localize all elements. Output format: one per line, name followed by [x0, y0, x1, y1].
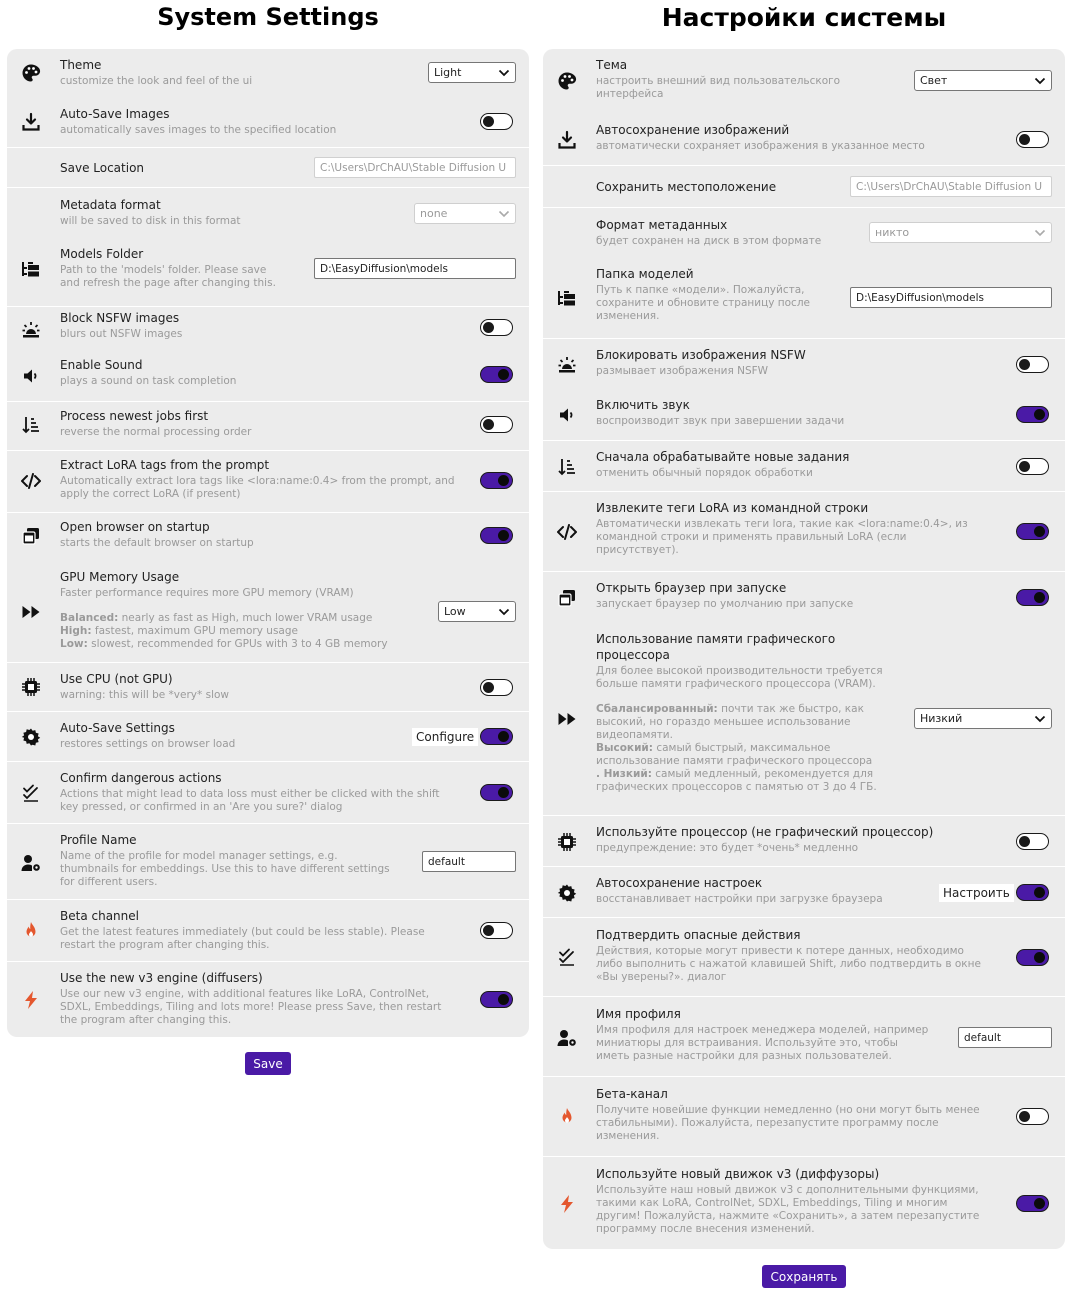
chevron-down-icon — [1034, 77, 1046, 85]
autosave-settings-toggle[interactable] — [480, 728, 513, 745]
setting-theme — [7, 49, 529, 98]
settings-panel — [543, 49, 1065, 1249]
code-icon — [556, 521, 578, 543]
double-check-icon — [20, 782, 42, 804]
confirm-dangerous-toggle[interactable] — [1016, 949, 1049, 966]
enable-sound-toggle[interactable] — [480, 366, 513, 383]
setting-beta-channel — [543, 1076, 1065, 1156]
metadata-format-select[interactable] — [869, 222, 1052, 243]
setting-metadata-format — [7, 187, 529, 244]
user-gear-icon — [20, 852, 42, 874]
gear-icon — [556, 882, 578, 904]
setting-title: Тема — [596, 58, 628, 72]
metadata-format-select[interactable] — [414, 203, 516, 224]
setting-title: Profile Name — [60, 833, 137, 847]
desc-line: сохраните и обновите страницу после — [596, 297, 810, 309]
setting-title: Формат метаданных — [596, 218, 728, 232]
desc-line: больше памяти графического процессора (VRAM). — [596, 678, 876, 690]
v3-engine-toggle[interactable] — [480, 991, 513, 1008]
setting-title: Save Location — [60, 161, 145, 175]
setting-models-folder — [543, 257, 1065, 338]
setting-title: Открыть браузер при запуске — [596, 581, 787, 595]
setting-desc: reverse the normal processing order — [60, 426, 252, 438]
gpu-memory-select-value: Низкий — [920, 712, 963, 725]
speaker-icon — [20, 365, 42, 387]
setting-title: Use CPU (not GPU) — [60, 672, 173, 686]
setting-desc — [60, 988, 441, 1027]
setting-title: Block NSFW images — [60, 311, 180, 325]
palette-icon — [20, 62, 42, 84]
settings-column-ru — [543, 0, 1065, 1284]
fast-forward-icon — [556, 708, 578, 730]
note-high: High: fastest, maximum GPU memory usage — [60, 625, 298, 637]
desc-line: изменения. — [596, 1130, 660, 1142]
chevron-down-icon — [1034, 715, 1046, 723]
gpu-memory-notes — [596, 703, 883, 794]
setting-open-browser — [543, 571, 1065, 622]
double-check-icon — [556, 946, 578, 968]
desc-line: SDXL, Embeddings, Tiling and lots more! Please press Save, then restart — [60, 1001, 442, 1013]
desc-line: Используйте наш новый движок v3 с дополнительными функциями, — [596, 1184, 979, 1196]
setting-desc — [596, 1024, 928, 1063]
setting-title: Сохранить местоположение — [596, 180, 777, 194]
speaker-icon — [556, 404, 578, 426]
setting-title: Включить звук — [596, 398, 690, 412]
setting-autosave-settings — [543, 866, 1065, 917]
setting-desc — [596, 75, 840, 101]
configure-button[interactable]: Настроить — [939, 884, 1014, 902]
newest-first-toggle[interactable] — [480, 416, 513, 433]
desc-line: key pressed, or confirmed in an 'Are you sure?' dialog — [60, 801, 343, 813]
lora-tags-toggle[interactable] — [1016, 523, 1049, 540]
theme-select[interactable] — [914, 70, 1052, 91]
setting-profile-name — [7, 823, 529, 899]
setting-save-location — [543, 165, 1065, 207]
setting-enable-sound — [7, 355, 529, 401]
setting-title: Models Folder — [60, 247, 144, 261]
setting-title: Автосохранение настроек — [596, 876, 763, 890]
setting-desc: будет сохранен на диск в этом формате — [596, 235, 822, 247]
setting-title: Имя профиля — [596, 1007, 681, 1021]
folder-tree-icon — [20, 258, 42, 280]
desc-line: присутствует). — [596, 544, 679, 556]
title-line: процессора — [596, 648, 670, 662]
v3-engine-toggle[interactable] — [1016, 1195, 1049, 1212]
setting-desc — [60, 475, 455, 501]
setting-desc: automatically saves images to the specified location — [60, 124, 337, 136]
desc-line: другим! Пожалуйста, нажмите «Сохранить», а затем перезапустите — [596, 1210, 980, 1222]
save-button[interactable]: Save — [245, 1052, 291, 1075]
gear-icon — [20, 726, 42, 748]
use-cpu-toggle[interactable] — [480, 679, 513, 696]
sort-icon — [556, 456, 578, 478]
fire-icon — [20, 920, 42, 942]
setting-desc: отменить обычный порядок обработки — [596, 467, 813, 479]
setting-title: Extract LoRA tags from the prompt — [60, 458, 270, 472]
setting-title: Use the new v3 engine (diffusers) — [60, 971, 263, 985]
setting-desc — [596, 945, 981, 984]
desc-line: Automatically extract lora tags like <lora:name:0.4> from the prompt, and — [60, 475, 455, 487]
download-icon — [20, 111, 42, 133]
models-folder-input[interactable]: D:\EasyDiffusion\models — [850, 287, 1052, 308]
note-line: высокий, но гораздо меньшее использование — [596, 716, 851, 728]
setting-newest-first — [543, 440, 1065, 491]
title-line: Использование памяти графического — [596, 632, 836, 646]
setting-models-folder — [7, 244, 529, 306]
desc-line: командной строки и применять правильный LoRA (если — [596, 531, 907, 543]
sort-icon — [20, 414, 42, 436]
setting-block-nsfw — [7, 306, 529, 355]
chip-icon — [556, 831, 578, 853]
setting-title: Подтвердить опасные действия — [596, 928, 801, 942]
setting-desc: starts the default browser on startup — [60, 537, 254, 549]
desc-line: for different users. — [60, 876, 158, 888]
setting-open-browser — [7, 512, 529, 561]
setting-title: Auto-Save Settings — [60, 721, 175, 735]
chevron-down-icon — [498, 608, 510, 616]
desc-line: интерфейса — [596, 88, 664, 100]
open-browser-toggle[interactable] — [1016, 589, 1049, 606]
setting-confirm-dangerous — [543, 917, 1065, 996]
setting-autosave-images — [7, 98, 529, 147]
setting-desc: предупреждение: это будет *очень* медленно — [596, 842, 859, 854]
setting-desc: restores settings on browser load — [60, 738, 236, 750]
setting-title: Папка моделей — [596, 267, 694, 281]
theme-select-value: Light — [434, 66, 462, 79]
desc-line: настроить внешний вид пользовательского — [596, 75, 841, 87]
user-gear-icon — [556, 1027, 578, 1049]
configure-button[interactable]: Configure — [412, 728, 478, 746]
setting-lora-tags — [7, 450, 529, 512]
setting-v3-engine — [543, 1156, 1065, 1249]
desc-line: Для более высокой производительности требуется — [596, 665, 883, 677]
note-line: . Низкий: самый медленный, рекомендуется для — [596, 768, 874, 780]
save-location-input[interactable]: C:\Users\DrChAU\Stable Diffusion U — [314, 157, 516, 178]
setting-beta-channel — [7, 899, 529, 961]
desc-line: the program after changing this. — [60, 1014, 232, 1026]
setting-profile-name — [543, 996, 1065, 1076]
setting-confirm-dangerous — [7, 761, 529, 823]
beta-channel-toggle[interactable] — [1016, 1108, 1049, 1125]
setting-lora-tags — [543, 491, 1065, 571]
models-folder-input[interactable]: D:\EasyDiffusion\models — [314, 258, 516, 279]
download-icon — [556, 129, 578, 151]
siren-icon — [556, 354, 578, 376]
profile-name-input[interactable]: default — [958, 1027, 1052, 1048]
theme-select-value: Свет — [920, 74, 948, 87]
setting-desc: customize the look and feel of the ui — [60, 75, 253, 87]
desc-line: Actions that might lead to data loss must either be clicked with the shift — [60, 788, 440, 800]
desc-line: программу после внесения изменений. — [596, 1223, 815, 1235]
setting-desc: воспроизводит звук при завершении задачи — [596, 415, 845, 427]
setting-use-cpu — [7, 662, 529, 711]
desc-line: Действия, которые могут привести к потере данных, необходимо — [596, 945, 964, 957]
folder-tree-icon — [556, 287, 578, 309]
setting-metadata-format — [543, 207, 1065, 257]
setting-title: Metadata format — [60, 198, 161, 212]
desc-line: либо выполнить с нажатой клавишей Shift, либо подтвердить в окне — [596, 958, 981, 970]
use-cpu-toggle[interactable] — [1016, 833, 1049, 850]
page-title: Настройки системы — [661, 2, 947, 32]
desc-line: Имя профиля для настроек менеджера моделей, например — [596, 1024, 929, 1036]
setting-gpu-memory — [543, 622, 1065, 815]
setting-title: Open browser on startup — [60, 520, 210, 534]
desc-line: стабильными). Пожалуйста, перезапустите программу после — [596, 1117, 939, 1129]
setting-desc — [596, 284, 810, 323]
desc-line: «Вы уверены?». диалог — [596, 971, 727, 983]
setting-desc: автоматически сохраняет изображения в указанное место — [596, 140, 925, 152]
page-title: System Settings — [157, 3, 379, 31]
block-nsfw-toggle[interactable] — [1016, 356, 1049, 373]
chevron-down-icon — [1034, 229, 1046, 237]
setting-title: Бета-канал — [596, 1087, 668, 1101]
save-button[interactable]: Сохранять — [762, 1265, 846, 1288]
desc-line: изменения. — [596, 310, 660, 322]
desc-line: and refresh the page after changing this. — [60, 277, 276, 289]
setting-save-location — [7, 147, 529, 187]
desc-line: Path to the 'models' folder. Please save — [60, 264, 267, 276]
desc-line: Name of the profile for model manager settings, e.g. — [60, 850, 338, 862]
palette-icon — [556, 70, 578, 92]
desc-line: Get the latest features immediately (but could be less stable). Please — [60, 926, 425, 938]
setting-desc: warning: this will be *very* slow — [60, 689, 229, 701]
open-browser-toggle[interactable] — [480, 527, 513, 544]
setting-desc — [60, 926, 425, 952]
setting-autosave-images — [543, 112, 1065, 165]
desc-line: Путь к папке «модели». Пожалуйста, — [596, 284, 805, 296]
setting-title — [596, 631, 883, 663]
setting-use-cpu — [543, 815, 1065, 866]
setting-desc — [596, 518, 968, 557]
settings-panel — [7, 49, 529, 1037]
setting-enable-sound — [543, 389, 1065, 440]
note-line: Сбалансированный: почти так же быстро, как — [596, 703, 864, 715]
gpu-memory-select[interactable] — [914, 708, 1052, 729]
theme-select[interactable] — [428, 62, 516, 83]
windows-icon — [20, 525, 42, 547]
setting-desc — [60, 264, 276, 290]
chevron-down-icon — [498, 210, 510, 218]
setting-desc: Faster performance requires more GPU memory (VRAM) — [60, 587, 354, 599]
setting-title: Извлеките теги LoRA из командной строки — [596, 501, 869, 515]
desc-line: иметь разные настройки для разных пользователей. — [596, 1050, 892, 1062]
enable-sound-toggle[interactable] — [1016, 406, 1049, 423]
setting-title: Enable Sound — [60, 358, 143, 372]
gpu-memory-notes — [60, 612, 388, 651]
setting-title: GPU Memory Usage — [60, 570, 180, 584]
beta-channel-toggle[interactable] — [480, 922, 513, 939]
lightning-icon — [20, 989, 42, 1011]
setting-v3-engine — [7, 961, 529, 1037]
setting-theme — [543, 49, 1065, 112]
metadata-select-value: none — [420, 207, 448, 220]
setting-desc — [596, 1104, 980, 1143]
note-balanced: Balanced: nearly as fast as High, much lower VRAM usage — [60, 612, 373, 624]
fire-icon — [556, 1106, 578, 1128]
profile-name-input[interactable]: default — [422, 851, 516, 872]
setting-newest-first — [7, 401, 529, 450]
autosave-settings-toggle[interactable] — [1016, 884, 1049, 901]
setting-desc — [596, 1184, 979, 1236]
setting-title: Theme — [60, 58, 102, 72]
lightning-icon — [556, 1193, 578, 1215]
settings-column-en — [7, 0, 529, 1071]
chevron-down-icon — [498, 69, 510, 77]
block-nsfw-toggle[interactable] — [480, 319, 513, 336]
setting-desc — [60, 850, 390, 889]
setting-title: Process newest jobs first — [60, 409, 209, 423]
siren-icon — [20, 319, 42, 341]
gpu-memory-select-value: Low — [444, 605, 466, 618]
fast-forward-icon — [20, 601, 42, 623]
setting-desc — [60, 788, 440, 814]
setting-desc: запускает браузер по умолчанию при запуске — [596, 598, 854, 610]
gpu-memory-select[interactable] — [438, 601, 516, 622]
newest-first-toggle[interactable] — [1016, 458, 1049, 475]
setting-gpu-memory — [7, 561, 529, 662]
setting-desc: plays a sound on task completion — [60, 375, 237, 387]
chip-icon — [20, 676, 42, 698]
setting-title: Блокировать изображения NSFW — [596, 348, 806, 362]
setting-desc: размывает изображения NSFW — [596, 365, 769, 377]
setting-title: Auto-Save Images — [60, 107, 170, 121]
setting-title: Beta channel — [60, 909, 139, 923]
autosave-images-toggle[interactable] — [480, 113, 513, 130]
setting-block-nsfw — [543, 338, 1065, 389]
desc-line: Получите новейшие функции немедленно (но они могут быть менее — [596, 1104, 980, 1116]
desc-line: apply the correct LoRA (if present) — [60, 488, 241, 500]
lora-tags-toggle[interactable] — [480, 472, 513, 489]
code-icon — [20, 470, 42, 492]
confirm-dangerous-toggle[interactable] — [480, 784, 513, 801]
autosave-images-toggle[interactable] — [1016, 131, 1049, 148]
desc-line: thumbnails for embeddings. Use this to have different settings — [60, 863, 390, 875]
desc-line: restart the program after changing this. — [60, 939, 270, 951]
desc-line: Use our new v3 engine, with additional features like LoRA, ControlNet, — [60, 988, 430, 1000]
desc-line: миниатюры для встраивания. Используйте это, чтобы — [596, 1037, 898, 1049]
desc-line: Автоматически извлекать теги lora, такие как <lora:name:0.4>, из — [596, 518, 968, 530]
setting-title: Сначала обрабатывайте новые задания — [596, 450, 850, 464]
note-line: видеопамяти. — [596, 729, 673, 741]
windows-icon — [556, 587, 578, 609]
setting-desc: will be saved to disk in this format — [60, 215, 241, 227]
note-line: Высокий: самый быстрый, максимальное — [596, 742, 831, 754]
note-line: графических процессоров с памятью от 3 до 4 ГБ. — [596, 781, 877, 793]
save-location-input[interactable]: C:\Users\DrChAU\Stable Diffusion U — [850, 176, 1052, 197]
setting-title: Автосохранение изображений — [596, 123, 790, 137]
setting-desc: восстанавливает настройки при загрузке браузера — [596, 893, 883, 905]
note-low: Low: slowest, recommended for GPUs with 3 to 4 GB memory — [60, 638, 388, 650]
setting-desc: blurs out NSFW images — [60, 328, 183, 340]
setting-title: Используйте новый движок v3 (диффузоры) — [596, 1167, 880, 1181]
metadata-select-value: никто — [875, 226, 910, 239]
note-line: использование памяти графического процессора — [596, 755, 873, 767]
desc-line: такими как LoRA, ControlNet, SDXL, Embeddings, Tiling и многим — [596, 1197, 948, 1209]
setting-title: Используйте процессор (не графический процессор) — [596, 825, 934, 839]
setting-title: Confirm dangerous actions — [60, 771, 222, 785]
setting-autosave-settings — [7, 711, 529, 761]
setting-desc — [596, 665, 883, 691]
